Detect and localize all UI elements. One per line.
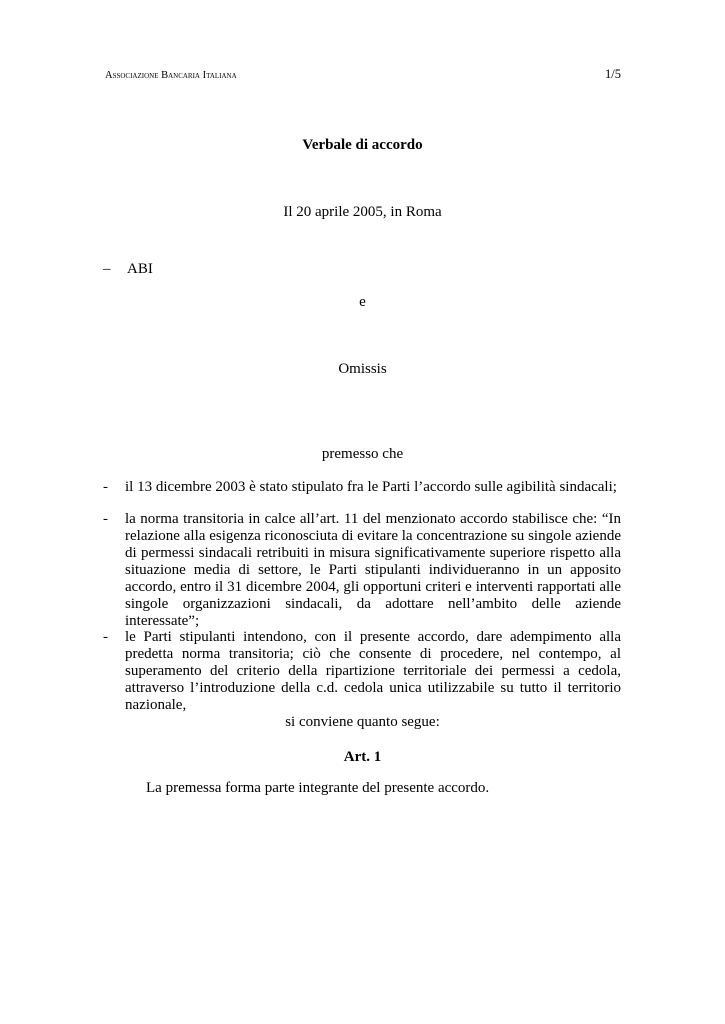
header-page-number: 1/5 xyxy=(605,67,621,81)
header-organization: Associazione Bancaria Italiana xyxy=(105,70,237,81)
other-party: Omissis xyxy=(338,361,387,377)
document-title: Verbale di accordo xyxy=(302,137,423,153)
party-dash: – xyxy=(103,261,111,277)
party-abi: ABI xyxy=(127,261,153,277)
bullet-marker: - xyxy=(103,479,108,495)
article-text: La premessa forma parte integrante del presente accordo. xyxy=(146,780,490,796)
date-place: Il 20 aprile 2005, in Roma xyxy=(283,204,442,220)
premise-bullet-3: le Parti stipulanti intendono, con il presente accordo, dare adempimento alla predetta norma transitoria; ciò che consente di procedere, nel contempo, al superamento del criterio della ripartizione territoriale dei permessi a cedola, attraverso l’introduzione della c.d. cedola unica utilizzabile su tutto il territorio nazionale, xyxy=(125,629,621,713)
agreement-phrase: si conviene quanto segue: xyxy=(285,714,440,730)
premise-bullet-1: il 13 dicembre 2003 è stato stipulato fra le Parti l’accordo sulle agibilità sindacali; xyxy=(125,479,617,495)
bullet-marker: - xyxy=(103,511,108,527)
premise-bullet-2: la norma transitoria in calce all’art. 11 del menzionato accordo stabilisce che: “In relazione alla esigenza riconosciuta di evitare la concentrazione su singole aziende di permessi sindacali retribuiti in misura significativamente superiore rispetto alla situazione media di settore, le Parti stipulanti individueranno in un apposito accordo, entro il 31 dicembre 2004, gli opportuni criteri e interventi rapportati alle singole organizzazioni sindacali, da adottare nell’ambito delle aziende interessate”; xyxy=(125,511,621,629)
bullet-marker: - xyxy=(103,629,108,645)
conjunction: e xyxy=(359,294,366,310)
premise-heading: premesso che xyxy=(321,446,404,462)
article-heading: Art. 1 xyxy=(343,749,382,765)
